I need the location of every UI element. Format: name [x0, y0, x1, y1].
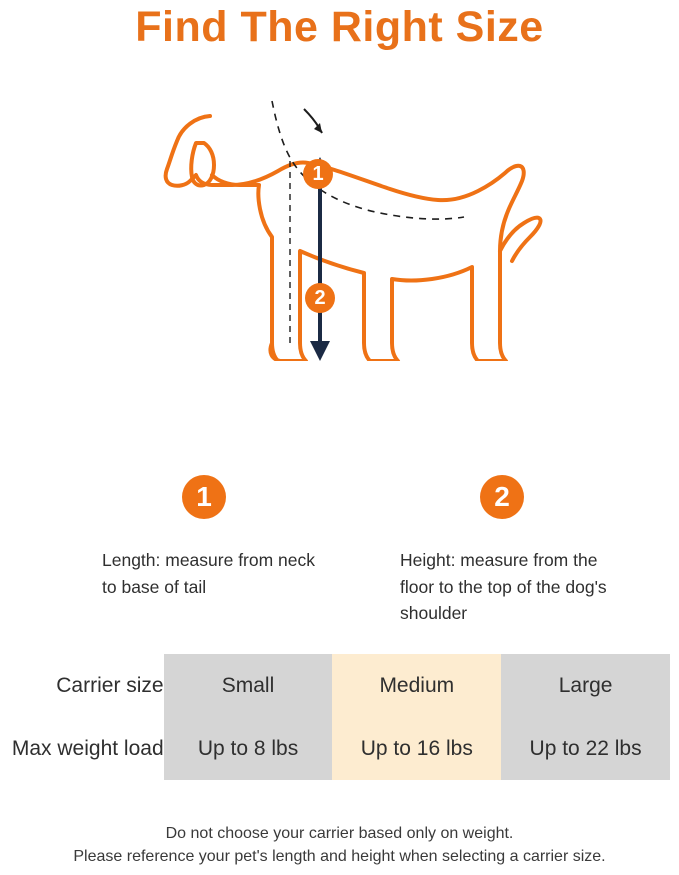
legend-item-2 [400, 475, 630, 626]
footnote-line-1: Do not choose your carrier based only on weight. [165, 825, 514, 842]
dog-outline-icon [0, 61, 679, 361]
cell-size-medium: Medium [332, 654, 501, 717]
row-label-carrier-size: Carrier size [10, 654, 164, 717]
dog-measurement-diagram [0, 61, 679, 361]
diagram-marker-1: 1 [303, 159, 333, 189]
legend-badge-2: 2 [480, 475, 524, 519]
cell-weight-small: Up to 8 lbs [164, 717, 333, 780]
cell-size-small: Small [164, 654, 333, 717]
legend-badge-1: 1 [182, 475, 226, 519]
row-label-max-weight: Max weight load [10, 717, 164, 780]
size-table [0, 654, 679, 780]
table-row [10, 717, 670, 780]
page-title: Find The Right Size [135, 3, 544, 51]
measurement-legend [0, 365, 679, 623]
footnote [0, 822, 679, 868]
table-row [10, 654, 670, 717]
cell-weight-large: Up to 22 lbs [501, 717, 670, 780]
cell-size-large: Large [501, 654, 670, 717]
footnote-line-2: Please reference your pet's length and height when selecting a carrier size. [73, 848, 606, 866]
legend-text-1: Length: measure from neck to base of tail [102, 550, 316, 597]
cell-weight-medium: Up to 16 lbs [332, 717, 501, 780]
diagram-marker-2: 2 [305, 283, 335, 313]
legend-text-2: Height: measure from the floor to the top of the dog's shoulder [400, 550, 607, 623]
legend-item-1 [102, 475, 332, 600]
